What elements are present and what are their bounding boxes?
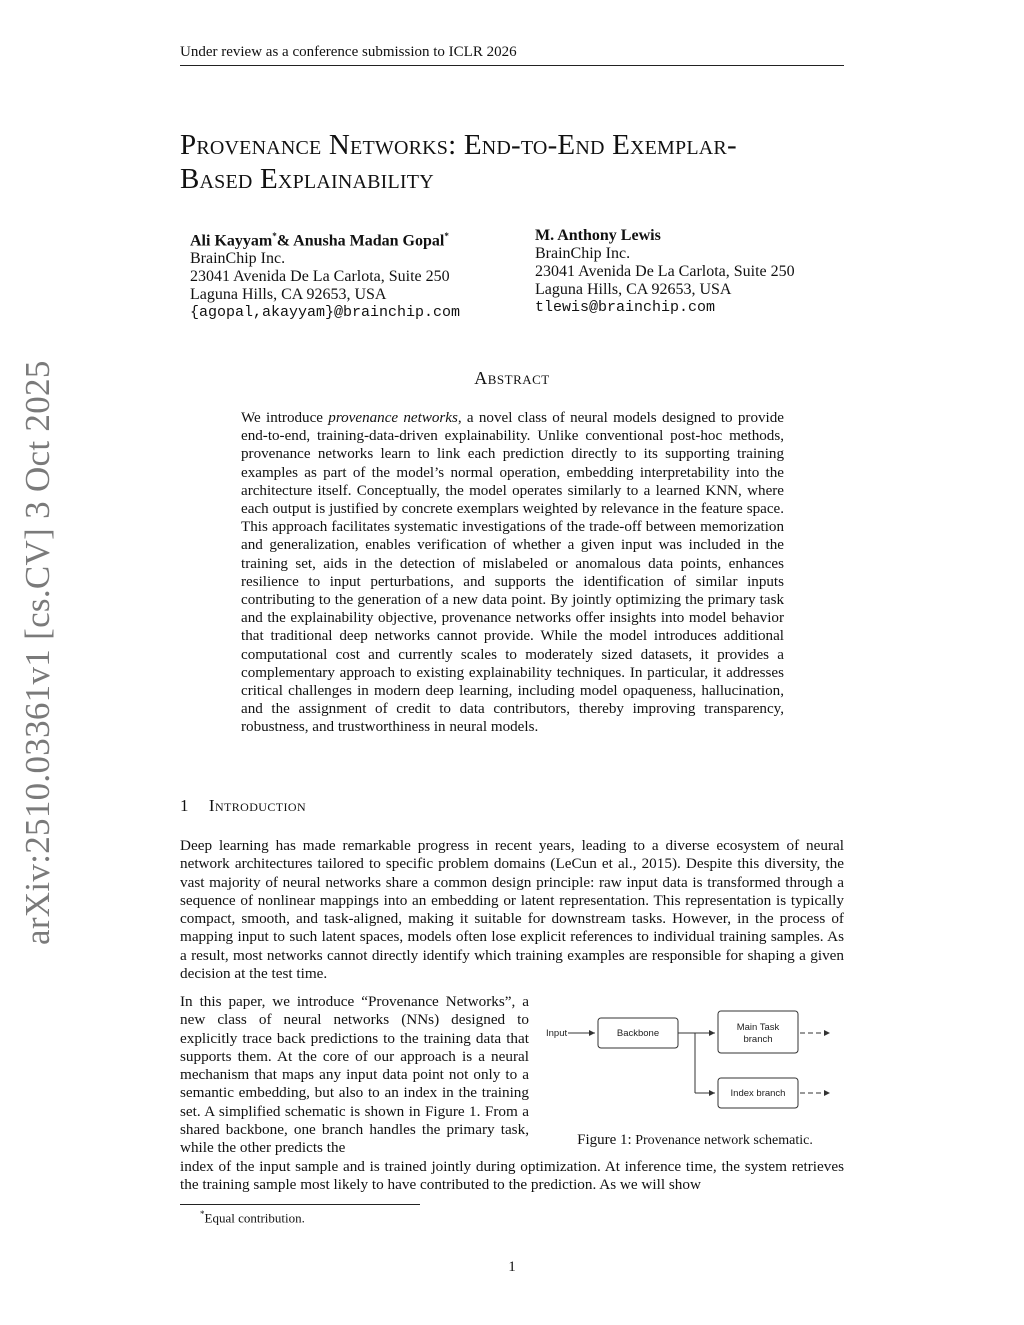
author-address-2: Laguna Hills, CA 92653, USA bbox=[190, 286, 387, 304]
author-names: Ali Kayyam*& Anusha Madan Gopal* bbox=[190, 231, 449, 250]
title-line-2: Based Explainability bbox=[180, 163, 434, 195]
paper-title bbox=[180, 128, 850, 196]
author-address-1: 23041 Avenida De La Carlota, Suite 250 bbox=[190, 268, 450, 286]
author-email[interactable]: {agopal,akayyam}@brainchip.com bbox=[190, 304, 461, 322]
fig-backbone-label: Backbone bbox=[616, 1028, 660, 1039]
abstract-body: We introduce provenance networks, a novel class of neural models designed to provide end-to-end, training-data-driven explainability. Unlike conventional post-hoc methods, provenance networks learn to link each prediction directly to its supporting training examples as part of the model’s normal operation, embedding interpretability into the architecture itself. Conceptually, the model operates similarly to a learned KNN, where each output is justified by concrete exemplars weighted by relevance in the feature space. This approach facilitates systematic investigations of the trade-off between memorization and generalization, enables verification of whether a given input was included in the training set, aids in the detection of mislabeled or anomalous data points, enhances resilience to input perturbations, and supports the identification of similar inputs contributing to the generation of a new data point. By jointly optimizing the primary task and the explainability objective, provenance networks offer insights into model behavior that traditional deep networks cannot provide. While the model introduces additional computational cost and currently scales to moderately sized datasets, it provides a complementary approach to existing explainability techniques. In particular, it addresses critical challenges in modern deep learning, including model opaqueness, hallucination, and the assignment of credit to data contributors, thereby improving transparency, robustness, and trustworthiness in neural models. bbox=[241, 410, 784, 736]
author-names: M. Anthony Lewis bbox=[535, 227, 661, 244]
intro-paragraph-3: index of the input sample and is trained jointly during optimization. At inference time, the system retrieves the training sample most likely to have contributed to the prediction. As we will show bbox=[180, 1158, 844, 1194]
title-line-1: Provenance Networks: End-to-End Exemplar- bbox=[180, 129, 737, 161]
author-email[interactable]: tlewis@brainchip.com bbox=[535, 299, 716, 316]
footnote: *Equal contribution. bbox=[200, 1209, 305, 1226]
author-address-2: Laguna Hills, CA 92653, USA bbox=[535, 281, 732, 298]
author-address-1: 23041 Avenida De La Carlota, Suite 250 bbox=[535, 263, 795, 280]
author-block-1 bbox=[190, 227, 460, 322]
arxiv-stamp: arXiv:2510.03361v1 [cs.CV] 3 Oct 2025 bbox=[18, 360, 57, 945]
section-heading: 1 Introduction bbox=[180, 796, 307, 815]
author-affiliation: BrainChip Inc. bbox=[190, 250, 286, 268]
running-header: Under review as a conference submission to ICLR 2026 bbox=[180, 44, 517, 60]
page-number: 1 bbox=[508, 1259, 516, 1275]
figure-1-caption: Figure 1: Provenance network schematic. bbox=[577, 1132, 813, 1148]
fig-main-task-label-1: Main Task bbox=[736, 1022, 780, 1033]
author-affiliation: BrainChip Inc. bbox=[535, 245, 631, 262]
fig-index-label: Index branch bbox=[730, 1088, 786, 1099]
footnote-rule bbox=[180, 1204, 420, 1205]
header-rule bbox=[180, 65, 844, 66]
figure-1-schematic bbox=[540, 1005, 840, 1125]
intro-paragraph-1: Deep learning has made remarkable progress in recent years, leading to a diverse ecosystem of neural network architectures tailored to specific problem domains (LeCun et al., 2015). Despite this diversity, the vast majority of neural networks share a common design principle: raw input data is transformed through a sequence of nonlinear mappings into an embedding or latent representation. This representation is typically compact, smooth, and task-aligned, making it suitable for downstream tasks. However, in the process of mapping input to such latent spaces, models often lose explicit references to individual training samples. As a result, most networks cannot directly identify which training examples are responsible for shaping a given decision at the test time. bbox=[180, 837, 844, 983]
abstract-heading: Abstract bbox=[474, 368, 550, 388]
fig-input-label: Input bbox=[546, 1028, 568, 1039]
fig-main-task-label-2: branch bbox=[743, 1034, 773, 1045]
intro-paragraph-2: In this paper, we introduce “Provenance Networks”, a new class of neural networks (NNs) designed to explicitly trace back predictions to the training data that supports them. At the core of our approach is a neural mechanism that maps any input data point not only to a semantic embedding, but also to an index in the training set. A simplified schematic is shown in Figure 1. From a shared backbone, one branch handles the primary task, while the other predicts the bbox=[180, 993, 529, 1157]
author-block-2 bbox=[535, 227, 795, 317]
